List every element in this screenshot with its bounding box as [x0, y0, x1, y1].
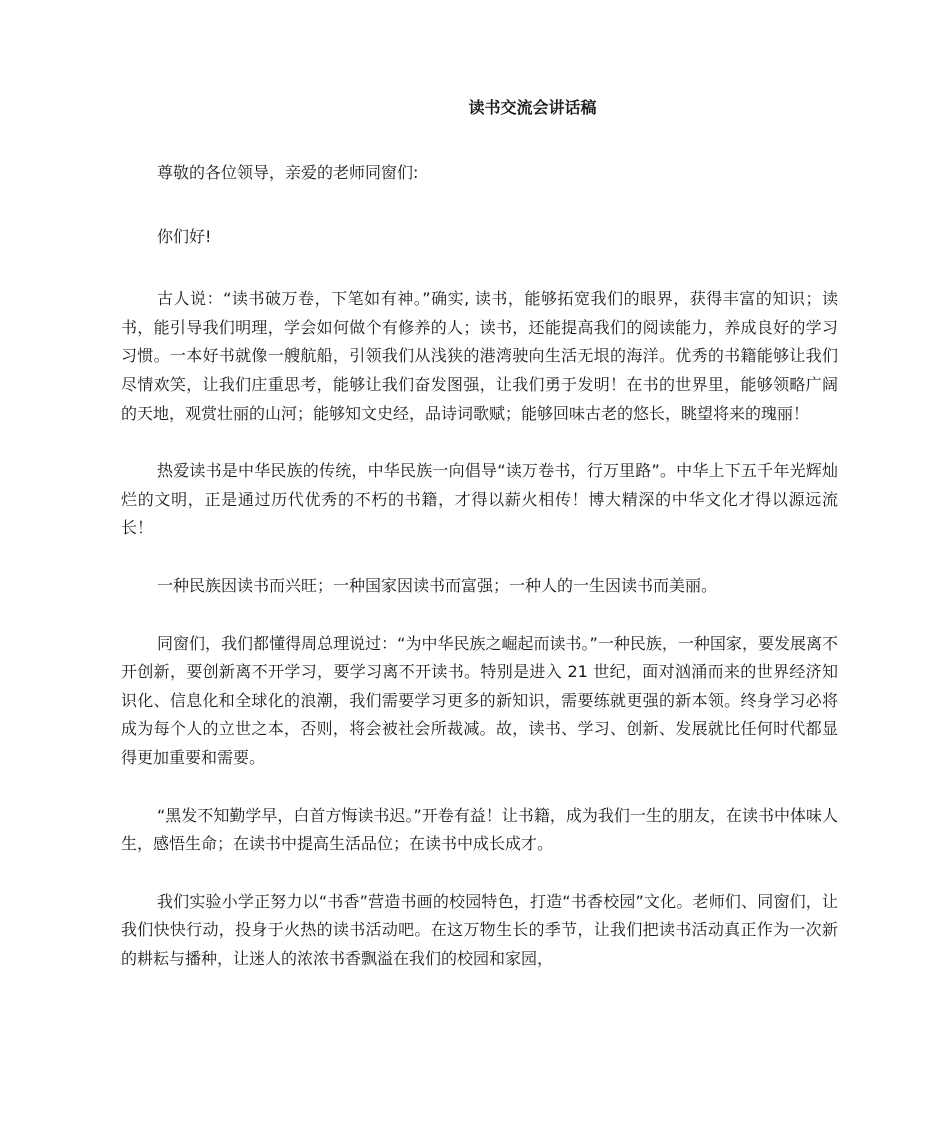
paragraph-6: 我们实验小学正努力以“书香”营造书画的校园特色，打造“书香校园”文化。老师们、同窗们，让我们快快行动，投身于火热的读书活动吧。在这万物生长的季节，让我们把读书活动真正作为一次新的耕耘与播种，让迷人的浓浓书香飘溢在我们的校园和家园，: [121, 891, 838, 968]
paragraph-3: 一种民族因读书而兴旺；一种国家因读书而富强；一种人的一生因读书而美丽。: [157, 575, 718, 595]
paragraph-1: 古人说：“读书破万卷，下笔如有神。”确实, 读书，能够拓宽我们的眼界，获得丰富的知识；读书，能引导我们明理，学会如何做个有修养的人；读书，还能提高我们的阅读能力，养成良好的学习习惯。一本好书就像一艘航船，引领我们从浅狭的港湾驶向生活无垠的海洋。优秀的书籍能够让我们尽情欢笑，让我们庄重思考，能够让我们奋发图强，让我们勇于发明！在书的世界里，能够领略广阔的天地，观赏壮丽的山河；能够知文史经，品诗词歌赋；能够回味古老的悠长，眺望将来的瑰丽！: [121, 289, 838, 423]
greeting-line: 尊敬的各位领导，亲爱的老师同窗们:: [157, 163, 419, 182]
paragraph-2: 热爱读书是中华民族的传统，中华民族一向倡导“读万卷书，行万里路”。中华上下五千年光辉灿烂的文明，正是通过历代优秀的不朽的书籍，才得以薪火相传！博大精深的中华文化才得以源远流长！: [121, 461, 838, 538]
document-title: 读书交流会讲话稿: [468, 98, 597, 117]
paragraph-5: “黑发不知勤学早，白首方悔读书迟。”开卷有益！让书籍，成为我们一生的朋友，在读书中体味人生，感悟生命；在读书中提高生活品位；在读书中成长成才。: [121, 805, 838, 854]
paragraph-4: 同窗们，我们都懂得周总理说过：“为中华民族之崛起而读书。”一种民族，一种国家，要发展离不开创新，要创新离不开学习，要学习离不开读书。特别是进入 21 世纪，面对汹涌而来的世界经济知识化、信息化和全球化的浪潮，我们需要学习更多的新知识，需要练就更强的新本领。终身学习必将成为每个人的立世之本，否则，将会被社会所裁减。故，读书、学习、创新、发展就比任何时代都显得更加重要和需要。: [121, 633, 838, 767]
hello-line: 你们好!: [157, 226, 212, 246]
